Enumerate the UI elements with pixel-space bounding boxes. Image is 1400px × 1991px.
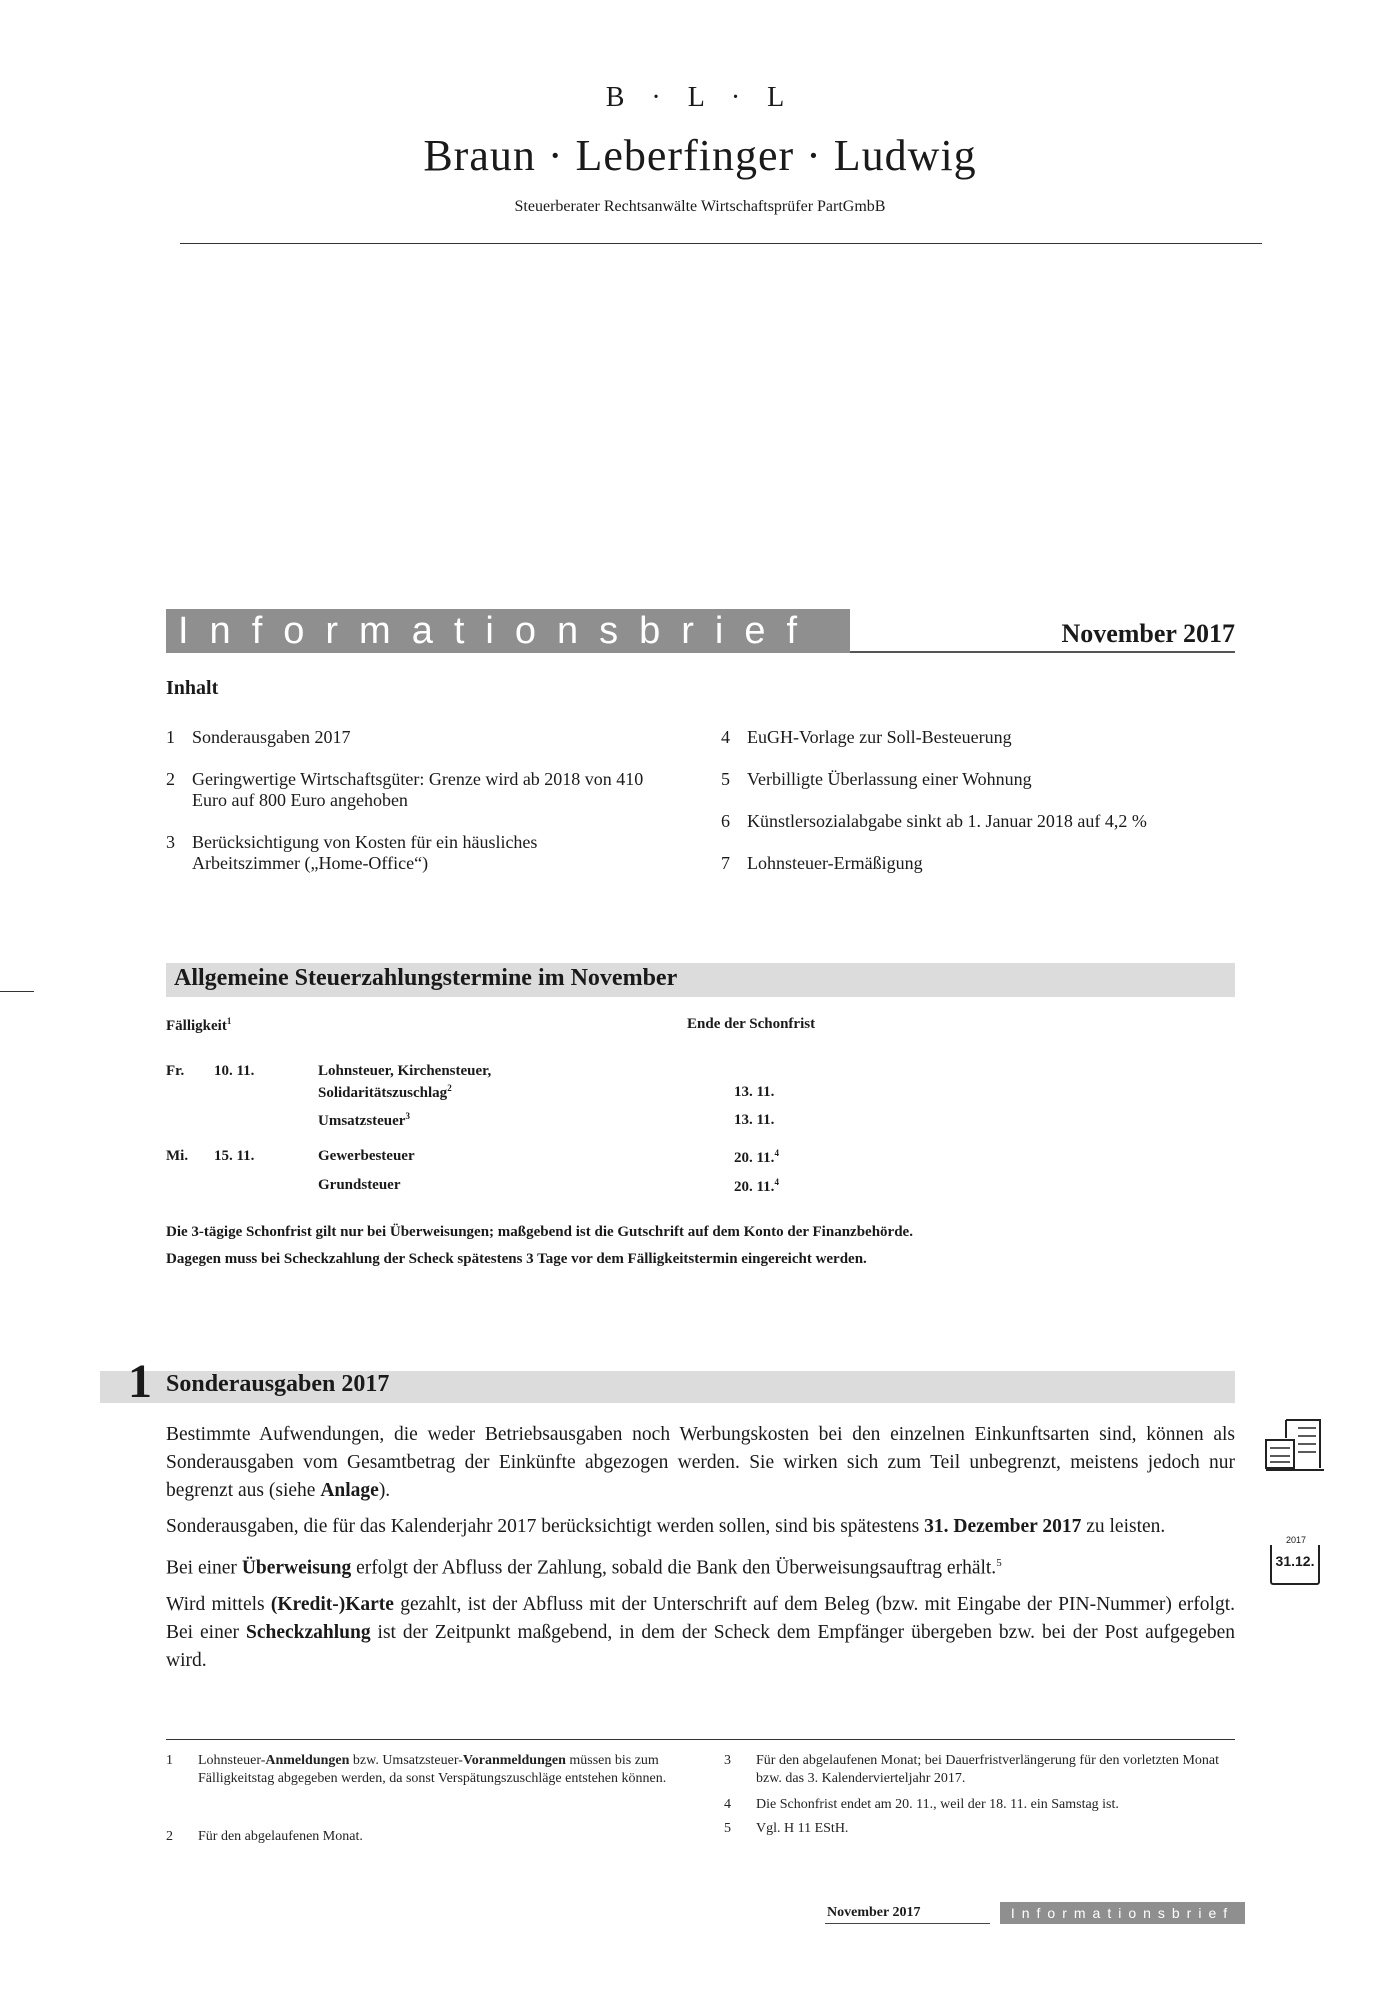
tax-dates-heading: Allgemeine Steuerzahlungstermine im November [174,965,678,991]
row-tax-type [318,1111,410,1130]
footnote [724,1752,1244,1788]
toc-item [166,832,636,874]
footnote-number: 5 [724,1821,731,1836]
footnote-ref: 2 [447,1083,452,1093]
toc-number: 1 [166,727,175,747]
toc-text: Künstlersozialabgabe sinkt ab 1. Januar 2018 auf 4,2 % [747,811,1147,831]
row-due-date: 15. 11. [214,1148,255,1164]
row-weekday: Fr. [166,1063,185,1079]
paragraph [166,1421,1235,1505]
footnote [724,1820,1244,1838]
text: ist der Zeitpunkt maßgebend, in dem der Scheck dem Empfänger übergeben bzw. bei der Post aufgegeben wird. [166,1621,1236,1671]
toc-item [721,727,1241,748]
section-body [166,1421,1235,1683]
toc-number: 2 [166,769,175,789]
grace-period-note [166,1219,1246,1273]
toc-number: 7 [721,853,730,873]
title-underline [850,651,1235,653]
text: gezahlt, ist der Abfluss mit der Unterschrift auf dem Beleg (bzw. mit Eingabe der PIN-Nummer) erfolgt. Bei einer [166,1593,1235,1643]
section-number: 1 [128,1355,152,1408]
row-grace-end [734,1177,779,1196]
text: Bestimmte Aufwendungen, die weder Betriebsausgaben noch Werbungskosten bei den einzelnen Einkunftsarten sind, können als Sonderausgaben vom Gesamtbetrag der Einkünfte abgezogen werden. Sie wirken sich zum Teil unbegrenzt, meistens jedoch nur begrenzt aus (siehe [166,1424,1235,1501]
document-title-bar: Informationsbrief [166,609,850,653]
footnote-ref: 5 [996,1557,1002,1569]
footer-title-bar: Informationsbrief [1000,1902,1245,1924]
toc-text: Lohnsteuer-Ermäßigung [747,853,923,873]
row-tax-type-cont [318,1083,452,1102]
row-tax-type: Gewerbesteuer [318,1148,415,1164]
row-grace-end [734,1148,779,1167]
contents-heading: Inhalt [166,677,219,699]
footnote-ref: 1 [226,1016,232,1026]
text: zu leisten. [1081,1516,1166,1537]
footer-rule [825,1923,990,1924]
letterhead-subtitle: Steuerberater Rechtsanwälte Wirtschaftsprüfer PartGmbB [514,198,886,215]
row-grace-end-label: 20. 11. [734,1179,775,1195]
toc-text: Berücksichtigung von Kosten für ein häusliches Arbeitszimmer („Home-Office“) [192,832,538,873]
text: ). [378,1480,391,1501]
toc-number: 5 [721,769,730,789]
footnote-ref: 3 [405,1111,410,1121]
toc-number: 6 [721,811,730,831]
row-tax-type-line2: Solidaritätszuschlag [318,1085,448,1101]
toc-item [166,727,666,748]
document-icon [1264,1418,1328,1476]
footnote-text: Vgl. H 11 EStH. [756,1821,849,1836]
footnote [166,1828,686,1846]
footnote [724,1796,1244,1814]
footnote-number: 3 [724,1753,731,1768]
row-grace-end: 13. 11. [734,1084,775,1100]
footnote-text: Für den abgelaufenen Monat. [198,1829,363,1844]
toc-number: 4 [721,727,730,747]
calendar-year: 2017 [1266,1535,1326,1545]
text: Wird mittels [166,1593,271,1615]
text: bzw. Umsatzsteuer- [349,1753,463,1768]
paragraph [166,1549,1235,1583]
emphasis: Scheckzahlung [245,1621,371,1643]
col-header-due-label: Fälligkeit [166,1018,227,1034]
calendar-date: 31.12. [1275,1553,1315,1569]
text: Bei einer [166,1557,242,1579]
toc-item [721,811,1261,832]
toc-item [166,769,666,811]
fold-mark [0,991,34,992]
toc-item [721,853,1241,874]
row-due-date: 10. 11. [214,1063,255,1079]
footnote [166,1752,686,1788]
issue-date: November 2017 [1061,619,1235,648]
toc-number: 3 [166,832,175,852]
emphasis: Anmeldungen [265,1753,350,1768]
row-grace-end: 13. 11. [734,1112,775,1128]
footnote-text: Die Schonfrist endet am 20. 11., weil der 18. 11. ein Samstag ist. [756,1797,1119,1812]
grace-period-note-line1: Die 3-tägige Schonfrist gilt nur bei Überweisungen; maßgebend ist die Gutschrift auf dem Konto der Finanzbehörde. [166,1224,913,1240]
row-tax-type: Lohnsteuer, Kirchensteuer, [318,1063,492,1079]
col-header-grace-end: Ende der Schonfrist [687,1016,816,1032]
emphasis: Anlage [320,1480,379,1501]
toc-text: Geringwertige Wirtschaftsgüter: Grenze wird ab 2018 von 410 Euro auf 800 Euro angehoben [192,769,644,810]
footer-date: November 2017 [827,1905,921,1920]
text: Sonderausgaben, die für das Kalenderjahr 2017 berücksichtigt werden sollen, sind bis spätestens [166,1516,925,1537]
col-header-due [166,1016,231,1035]
emphasis: 31. Dezember 2017 [924,1516,1082,1537]
footnote-ref: 4 [774,1148,779,1158]
footnote-number: 2 [166,1829,173,1844]
text: erfolgt der Abfluss der Zahlung, sobald die Bank den Überweisungsauftrag erhält. [351,1557,997,1579]
text: müssen bis zum Fälligkeitstag abgegeben werden, da sonst Verspätungszuschläge entstehen können. [198,1753,667,1786]
footnote-divider [166,1739,1235,1740]
emphasis: (Kredit-)Karte [270,1593,394,1615]
text: Lohnsteuer- [198,1753,266,1768]
footnote-text [198,1752,686,1788]
grace-period-note-line2: Dagegen muss bei Scheckzahlung der Scheck spätestens 3 Tage vor dem Fälligkeitstermin eingereicht werden. [166,1251,867,1267]
row-tax-type: Grundsteuer [318,1177,401,1193]
row-grace-end-label: 20. 11. [734,1150,775,1166]
letterhead-divider [180,243,1262,244]
letterhead-firm-name: Braun · Leberfinger · Ludwig [423,131,977,180]
emphasis: Überweisung [241,1557,352,1579]
toc-text: EuGH-Vorlage zur Soll-Besteuerung [747,727,1012,747]
footnote-text: Für den abgelaufenen Monat; bei Dauerfristverlängerung für den vorletzten Monat bzw. das 3. Kalendervierteljahr 2017. [756,1753,1219,1786]
row-weekday: Mi. [166,1148,189,1164]
footnote-number: 1 [166,1753,173,1768]
section-title: Sonderausgaben 2017 [166,1371,390,1397]
toc-text: Sonderausgaben 2017 [192,727,351,747]
letterhead-initials: B · L · L [605,82,795,113]
paragraph [166,1513,1235,1541]
toc-item [721,769,1241,790]
row-tax-type-label: Umsatzsteuer [318,1113,406,1129]
paragraph [166,1591,1235,1675]
calendar-icon [1266,1535,1326,1589]
footnote-number: 4 [724,1797,731,1812]
toc-text: Verbilligte Überlassung einer Wohnung [747,769,1032,789]
footnote-ref: 4 [774,1177,779,1187]
emphasis: Voranmeldungen [462,1753,566,1768]
